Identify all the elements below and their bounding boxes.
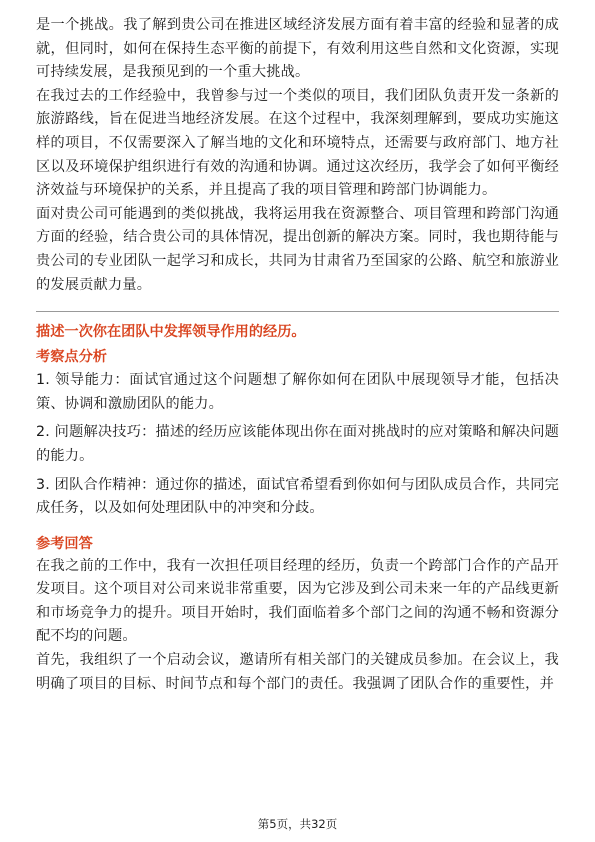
intro-paragraph: 面对贵公司可能遇到的类似挑战，我将运用我在资源整合、项目管理和跨部门沟通方面的经验，结合贵公司的具体情况，提出创新的解决方案。同时，我也期待能与贵公司的专业团队一起学习和成长，共同为甘肃省乃至国家的公路、航空和旅游业的发展贡献力量。 — [36, 205, 559, 293]
answer-paragraph: 在我之前的工作中，我有一次担任项目经理的经历，负责一个跨部门合作的产品开发项目。这个项目对公司来说非常重要，因为它涉及到公司未来一年的产品线更新和市场竞争力的提升。项目开始时，我们面临着多个部门之间的沟通不畅和资源分配不均的问题。 — [36, 557, 559, 645]
analysis-point: 1. 领导能力：面试官通过这个问题想了解你如何在团队中展现领导才能，包括决策、协调和激励团队的能力。 — [36, 372, 559, 412]
analysis-point: 2. 问题解决技巧：描述的经历应该能体现出你在面对挑战时的应对策略和解决问题的能力。 — [36, 424, 559, 464]
section-divider — [36, 311, 559, 312]
analysis-point: 3. 团队合作精神：通过你的描述，面试官希望看到你如何与团队成员合作，共同完成任务，以及如何处理团队中的冲突和分歧。 — [36, 476, 559, 517]
intro-paragraph: 在我过去的工作经验中，我曾参与过一个类似的项目，我们团队负责开发一条新的旅游路线，旨在促进当地经济发展。在这个过程中，我深刻理解到，要成功实施这样的项目，不仅需要深入了解当地的文化和环境特点，还需要与政府部门、地方社区以及环境保护组织进行有效的沟通和协调。通过这次经历，我学会了如何平衡经济效益与环境保护的关系，并且提高了我的项目管理和跨部门协调能力。 — [36, 87, 559, 199]
interview-question: 描述一次你在团队中发挥领导作用的经历。 — [36, 324, 306, 341]
page-number: 第5页，共32页 — [257, 817, 338, 831]
analysis-heading: 考察点分析 — [36, 349, 107, 366]
document-page — [36, 14, 559, 696]
answer-paragraph: 首先，我组织了一个启动会议，邀请所有相关部门的关键成员参加。在会议上，我明确了项目的目标、时间节点和每个部门的责任。我强调了团队合作的重要性，并 — [36, 652, 559, 692]
answer-heading: 参考回答 — [36, 535, 93, 552]
intro-paragraph: 是一个挑战。我了解到贵公司在推进区域经济发展方面有着丰富的经验和显著的成就，但同时，如何在保持生态平衡的前提下，有效利用这些自然和文化资源，实现可持续发展，是我预见到的一个重大挑战。 — [36, 17, 559, 81]
